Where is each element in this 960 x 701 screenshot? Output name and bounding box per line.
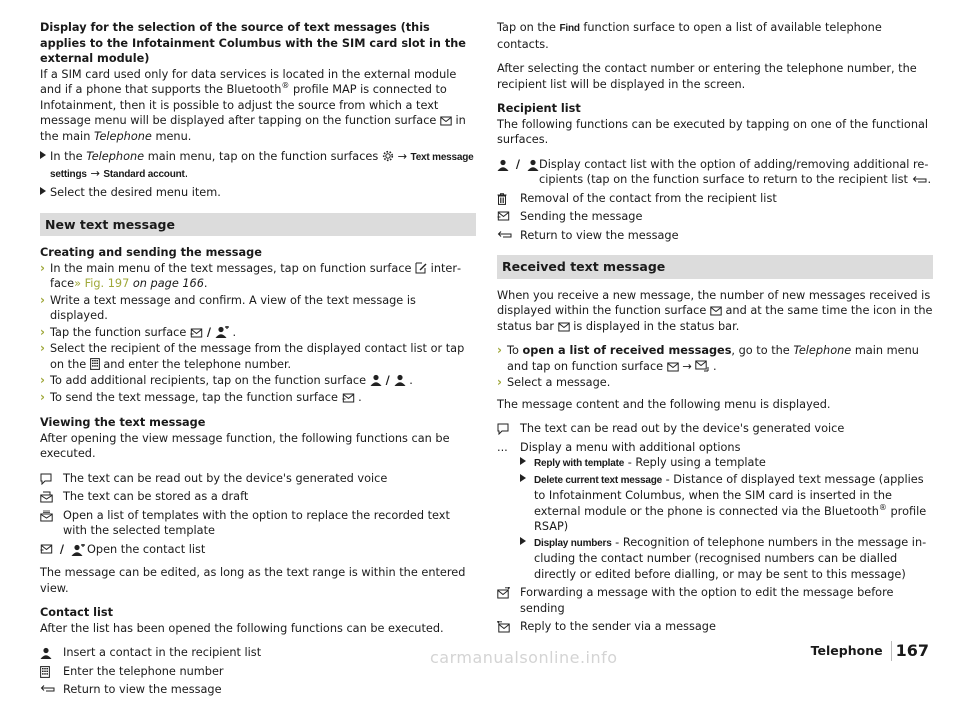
keypad-icon: [90, 358, 100, 370]
step-text: Select a message.: [507, 376, 611, 389]
chevron-icon: ›: [40, 292, 45, 307]
page-footer: [811, 641, 933, 661]
received-text-message-section-heading: Received text message: [497, 255, 933, 279]
step-text: Select the desired menu item.: [50, 186, 221, 199]
trash-icon: [497, 191, 520, 207]
person-plus-icon: [215, 326, 229, 338]
chevron-icon: ›: [40, 341, 45, 355]
registered-mark: ®: [878, 502, 887, 512]
option-text: - Reply using a template: [624, 456, 766, 469]
chevron-icon: ›: [40, 260, 45, 275]
chevron-icon: ›: [497, 343, 502, 357]
step-text: Write a text message and confirm. A view of the text message is displayed.: [50, 293, 416, 322]
function-text: Enter the telephone number: [63, 664, 224, 678]
envelope-icon: [710, 306, 722, 316]
creating-heading: Creating and sending the message: [40, 246, 262, 259]
text-run: In the main menu of the text messages, tap on function surface: [50, 261, 416, 275]
chevron-icon: ›: [40, 324, 45, 339]
create-step-3: [40, 325, 476, 341]
envelope-send-icon: [342, 393, 355, 403]
msg-function-reply: [497, 619, 933, 635]
option-label: Reply with template: [534, 458, 625, 469]
text-run: In the: [50, 150, 87, 163]
text-run: .: [712, 359, 717, 373]
function-text: The text can be read out by the device's generated voice: [63, 471, 388, 485]
text-run: .: [184, 166, 189, 180]
text-run: menu.: [151, 129, 192, 143]
slash: /: [512, 157, 524, 171]
text-run: main menu and tap on function surface: [507, 344, 919, 373]
bold-run: open a list of received messages: [522, 344, 732, 357]
envelope-send-icon: [190, 328, 203, 338]
chevron-icon: ›: [497, 375, 502, 389]
person-icon: [370, 374, 382, 386]
text-run: main menu, tap on the function surfaces: [144, 150, 382, 163]
slash: /: [56, 542, 68, 556]
text-run: .: [927, 173, 932, 186]
speech-bubble-icon: [497, 421, 520, 437]
text-run: When you receive a new message, the number of new messages received is displayed within the function surface: [497, 288, 931, 317]
chevron-icon: ›: [40, 389, 45, 404]
text-run: is displayed in the status bar.: [569, 319, 740, 333]
telephone-term: Telephone: [93, 129, 152, 143]
text-run: , go to the: [731, 344, 794, 357]
text-run: interface: [50, 261, 462, 290]
text-run: profile MAP is connected to Infotainment, then it is possible to adjust the source from which a text message menu will be displayed after tapping on the function surface: [40, 83, 447, 127]
create-step-1: [40, 261, 476, 292]
option-delete-message: [520, 472, 933, 535]
recipient-function-return: [497, 228, 933, 244]
page-number: 167: [891, 641, 933, 661]
registered-mark: ®: [281, 81, 290, 91]
function-text: Return to view the message: [63, 683, 222, 696]
text-run: function surface to open a list of available telephone contacts.: [497, 21, 882, 51]
step-select-item: [40, 185, 476, 201]
return-icon: [40, 682, 63, 698]
recipient-function-send: [497, 209, 933, 225]
function-text: Reply to the sender via a message: [520, 620, 716, 633]
view-function-template: [40, 508, 476, 539]
slash: /: [381, 374, 394, 387]
text-run: and at the same time the icon in the status bar: [497, 304, 933, 333]
telephone-term: Telephone: [86, 150, 145, 163]
view-function-draft: [40, 489, 476, 505]
text-message-settings-label: Text message settings: [50, 152, 474, 180]
triangle-icon: [520, 455, 534, 471]
function-text: Display a menu with additional options: [520, 440, 741, 454]
ellipsis-icon: ...: [497, 440, 508, 454]
text-run: To: [507, 344, 523, 357]
received-step-2: [497, 375, 933, 391]
text-run: Select the recipient of the message from the displayed contact list or tap on the: [50, 342, 465, 371]
template-icon: [40, 508, 63, 524]
arrow-icon: →: [397, 150, 407, 163]
option-text: profile RSAP): [534, 504, 927, 533]
function-text: Open a list of templates with the option to replace the recorded text with the selected template: [63, 508, 450, 537]
source-selection-paragraph: [40, 67, 476, 145]
person-and-person-icon: [497, 157, 539, 173]
viewing-heading: Viewing the text message: [40, 416, 206, 429]
text-run: Tap on the: [497, 21, 560, 34]
option-display-numbers: [520, 535, 933, 583]
find-label: Find: [559, 23, 580, 34]
function-text: Open the contact list: [87, 542, 206, 556]
recipient-function-contacts: [497, 157, 933, 188]
function-text: The text can be read out by the device's generated voice: [520, 422, 845, 435]
return-icon: [497, 228, 520, 244]
option-text: - Recognition of telephone numbers in the message including the contact number (recognised numbers can be dialled directly or edited before dialling, or may be sent to this message): [534, 535, 927, 581]
option-label: Delete current text message: [534, 474, 662, 486]
msg-function-forward: [497, 585, 933, 616]
create-step-2: [40, 293, 476, 324]
triangle-icon: [520, 472, 534, 488]
function-text: Removal of the contact from the recipient list: [520, 191, 777, 205]
text-run: To add additional recipients, tap on the function surface: [50, 374, 370, 387]
footer-section: Telephone: [810, 643, 883, 658]
viewing-intro: After opening the view message function, the following functions can be executed.: [40, 431, 450, 460]
telephone-term: Telephone: [793, 344, 852, 357]
view-function-contacts: [40, 542, 476, 558]
watermark: carmanualsonline.info: [430, 648, 618, 667]
function-text: Insert a contact in the recipient list: [63, 646, 262, 659]
draft-icon: [40, 489, 63, 505]
create-step-4: [40, 341, 476, 372]
received-paragraph: [497, 288, 933, 335]
new-text-message-section-heading: New text message: [40, 213, 476, 237]
contact-list-heading: Contact list: [40, 606, 114, 619]
option-reply-template: [520, 455, 933, 472]
function-text: Sending the message: [520, 210, 643, 223]
function-text: The text can be stored as a draft: [63, 490, 249, 503]
text-run: .: [409, 374, 413, 387]
find-paragraph: [497, 20, 933, 52]
recipient-list-heading: Recipient list: [497, 102, 581, 115]
text-run: Tap the function surface: [50, 325, 190, 339]
envelope-icon: [440, 116, 452, 126]
create-step-5: [40, 373, 476, 389]
contact-list-intro: After the list has been opened the following functions can be executed.: [40, 621, 444, 635]
source-selection-heading: Display for the selection of the source of text messages (this applies to the Infotainment Columbus with the SIM card slot in the external module): [40, 21, 466, 65]
page-reference: on page 166: [132, 277, 204, 290]
text-run: .: [358, 390, 362, 404]
function-text: Return to view the message: [520, 228, 679, 242]
gear-icon: [382, 150, 394, 162]
slash: /: [202, 325, 215, 339]
figure-link[interactable]: » Fig. 197: [74, 277, 130, 290]
text-run: To send the text message, tap the function surface: [50, 390, 342, 404]
text-run: Display contact list with the option of adding/removing additional recipients (tap on the function surface to return to the recipient list: [539, 157, 929, 186]
more-options-list: [497, 455, 933, 582]
triangle-icon: [520, 535, 534, 551]
speech-bubble-icon: [40, 471, 63, 487]
triangle-icon: [40, 185, 50, 201]
recipient-list-intro: The following functions can be executed by tapping on one of the functional surfaces.: [497, 117, 929, 146]
pencil-icon: [415, 262, 427, 274]
editable-note: The message can be edited, as long as the text range is within the entered view.: [40, 566, 466, 595]
msg-function-more: [497, 440, 933, 456]
return-icon: [912, 175, 928, 185]
reply-envelope-icon: [497, 619, 520, 635]
message-list-icon: [695, 360, 709, 372]
triangle-icon: [40, 149, 50, 165]
contact-function-insert: [40, 645, 476, 661]
forward-envelope-icon: [497, 585, 520, 601]
standard-account-label: Standard account: [103, 168, 185, 180]
msg-function-speech: [497, 421, 933, 437]
envelope-icon: [667, 362, 679, 372]
left-column: [40, 20, 476, 701]
after-select-paragraph: After selecting the contact number or entering the telephone number, the recipient list will be displayed in the screen.: [497, 62, 917, 91]
text-run: and enter the telephone number.: [99, 357, 292, 371]
option-text: - Distance of displayed text message (applies to Infotainment Columbus, when the SIM card is inserted in the external module or the phone is connected via the Bluetooth: [534, 472, 924, 518]
chevron-icon: ›: [40, 373, 45, 387]
function-text: Forwarding a message with the option to edit the message before sending: [520, 586, 894, 615]
recipient-function-remove: [497, 191, 933, 207]
received-step-1: [497, 343, 933, 374]
contact-function-return: [40, 682, 476, 698]
envelope-send-icon: [497, 209, 520, 225]
arrow-icon: →: [90, 166, 100, 180]
step-open-settings: [40, 149, 476, 182]
text-run: .: [232, 325, 237, 339]
content-menu-note: The message content and the following menu is displayed.: [497, 397, 831, 411]
person-icon: [394, 374, 406, 386]
envelope-icon: [558, 322, 570, 332]
option-label: Display numbers: [534, 537, 612, 549]
right-column: [497, 20, 933, 638]
view-function-speech: [40, 471, 476, 487]
text-run: .: [203, 277, 208, 290]
text-run: in the main: [40, 114, 466, 143]
text-run: If a SIM card used only for data services is located in the external module and if a phone that supports the Bluetooth: [40, 67, 457, 96]
envelope-send-and-person-plus-icon: [40, 542, 87, 558]
create-step-6: [40, 390, 476, 406]
person-icon: [40, 645, 63, 661]
arrow-icon: →: [682, 359, 692, 373]
